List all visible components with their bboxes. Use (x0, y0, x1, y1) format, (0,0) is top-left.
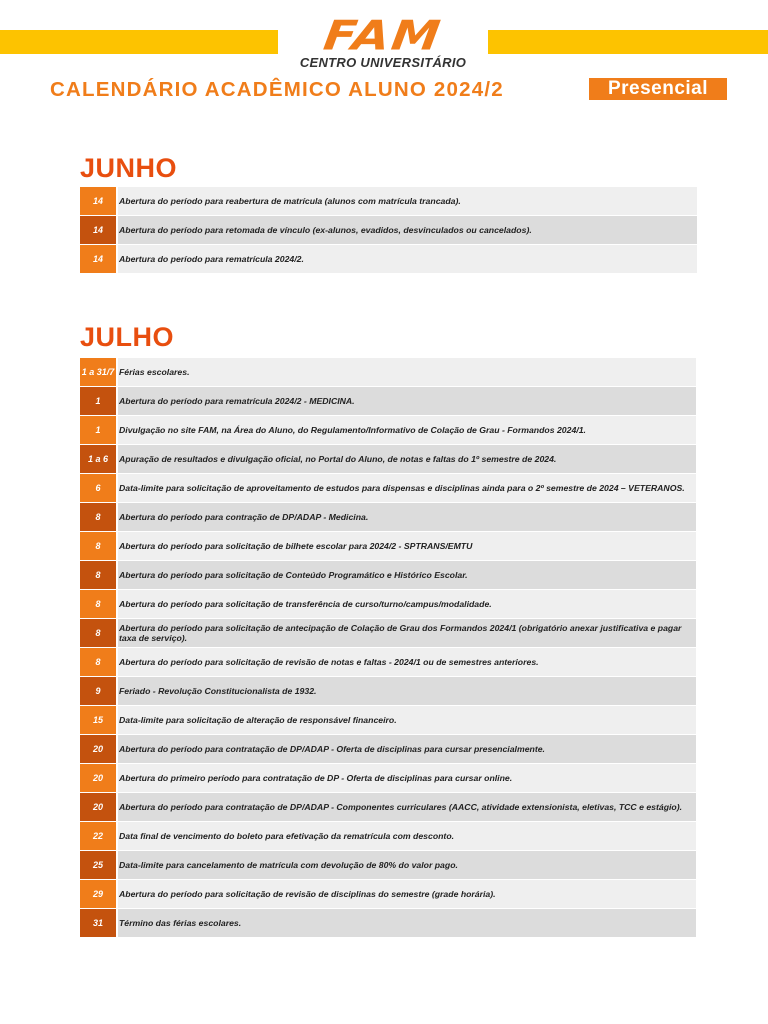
row-text: Abertura do período para solicitação de Conteúdo Programático e Histórico Escolar. (118, 561, 696, 589)
table-row (80, 590, 696, 618)
july-table (80, 358, 696, 938)
row-day: 22 (80, 822, 116, 850)
row-day: 8 (80, 561, 116, 589)
row-day: 6 (80, 474, 116, 502)
header-bar-right (488, 30, 768, 54)
table-row (80, 677, 696, 705)
row-text: Abertura do período para solicitação de bilhete escolar para 2024/2 - SPTRANS/EMTU (118, 532, 696, 560)
row-day: 20 (80, 735, 116, 763)
table-row (80, 474, 696, 502)
table-row (80, 851, 696, 879)
table-row (80, 503, 696, 531)
row-text: Divulgação no site FAM, na Área do Aluno, do Regulamento/Informativo de Colação de Grau - Formandos 2024/1. (118, 416, 696, 444)
row-day: 29 (80, 880, 116, 908)
table-row (80, 216, 697, 244)
row-text: Data-limite para cancelamento de matrícula com devolução de 80% do valor pago. (118, 851, 696, 879)
row-day: 31 (80, 909, 116, 937)
table-row (80, 387, 696, 415)
logo-subtitle: CENTRO UNIVERSITÁRIO (299, 55, 467, 70)
row-day: 9 (80, 677, 116, 705)
row-day: 8 (80, 503, 116, 531)
row-text: Abertura do período para reabertura de matrícula (alunos com matrícula trancada). (118, 187, 697, 215)
table-row (80, 187, 697, 215)
logo-word: FAM (320, 12, 446, 60)
month-title-july: JULHO (80, 322, 175, 352)
month-title-june: JUNHO (80, 153, 178, 183)
row-day: 8 (80, 648, 116, 676)
row-day: 1 (80, 416, 116, 444)
row-text: Data-limite para solicitação de aproveitamento de estudos para dispensas e disciplinas ainda para o 2º semestre de 2024 – VETERANOS. (118, 474, 696, 502)
row-text: Férias escolares. (118, 358, 696, 386)
row-day: 15 (80, 706, 116, 734)
table-row (80, 445, 696, 473)
row-text: Abertura do período para rematrícula 2024/2 - MEDICINA. (118, 387, 696, 415)
row-day: 14 (80, 216, 116, 244)
row-text: Feriado - Revolução Constitucionalista de 1932. (118, 677, 696, 705)
row-text: Abertura do período para contratação de DP/ADAP - Oferta de disciplinas para cursar presencialmente. (118, 735, 696, 763)
table-row (80, 532, 696, 560)
row-text: Abertura do primeiro período para contratação de DP - Oferta de disciplinas para cursar online. (118, 764, 696, 792)
row-text: Abertura do período para solicitação de revisão de notas e faltas - 2024/1 ou de semestres anteriores. (118, 648, 696, 676)
table-row (80, 648, 696, 676)
page-title: CALENDÁRIO ACADÊMICO ALUNO 2024/2 (50, 78, 504, 101)
row-text: Abertura do período para solicitação de transferência de curso/turno/campus/modalidade. (118, 590, 696, 618)
table-row (80, 764, 696, 792)
row-text: Abertura do período para contração de DP/ADAP - Medicina. (118, 503, 696, 531)
row-day: 20 (80, 764, 116, 792)
row-text: Abertura do período para rematrícula 2024/2. (118, 245, 697, 273)
table-row (80, 245, 697, 273)
june-table (80, 187, 697, 274)
row-text: Apuração de resultados e divulgação oficial, no Portal do Aluno, de notas e faltas do 1º semestre de 2024. (118, 445, 696, 473)
table-row (80, 909, 696, 937)
row-text: Data final de vencimento do boleto para efetivação da rematrícula com desconto. (118, 822, 696, 850)
row-day: 25 (80, 851, 116, 879)
row-day: 8 (80, 532, 116, 560)
row-day: 8 (80, 590, 116, 618)
table-row (80, 416, 696, 444)
row-day: 1 (80, 387, 116, 415)
row-day: 1 a 6 (80, 445, 116, 473)
table-row (80, 358, 696, 386)
row-day: 20 (80, 793, 116, 821)
table-row (80, 822, 696, 850)
table-row (80, 561, 696, 589)
row-day: 8 (80, 619, 116, 647)
modality-badge: Presencial (589, 78, 727, 100)
logo (280, 14, 486, 70)
row-text: Abertura do período para solicitação de revisão de disciplinas do semestre (grade horária). (118, 880, 696, 908)
table-row (80, 619, 696, 647)
table-row (80, 793, 696, 821)
row-text: Abertura do período para contratação de DP/ADAP - Componentes curriculares (AACC, atividade extensionista, eletivas, TCC e estágio). (118, 793, 696, 821)
table-row (80, 735, 696, 763)
row-text: Data-limite para solicitação de alteração de responsável financeiro. (118, 706, 696, 734)
row-day: 14 (80, 245, 116, 273)
row-text: Abertura do período para solicitação de antecipação de Colação de Grau dos Formandos 2024/1 (obrigatório anexar justificativa e pagar taxa de serviço). (118, 619, 696, 647)
row-day: 14 (80, 187, 116, 215)
row-day: 1 a 31/7 (80, 358, 116, 386)
table-row (80, 880, 696, 908)
table-row (80, 706, 696, 734)
header-bar-left (0, 30, 278, 54)
row-text: Término das férias escolares. (118, 909, 696, 937)
row-text: Abertura do período para retomada de vínculo (ex-alunos, evadidos, desvinculados ou cancelados). (118, 216, 697, 244)
